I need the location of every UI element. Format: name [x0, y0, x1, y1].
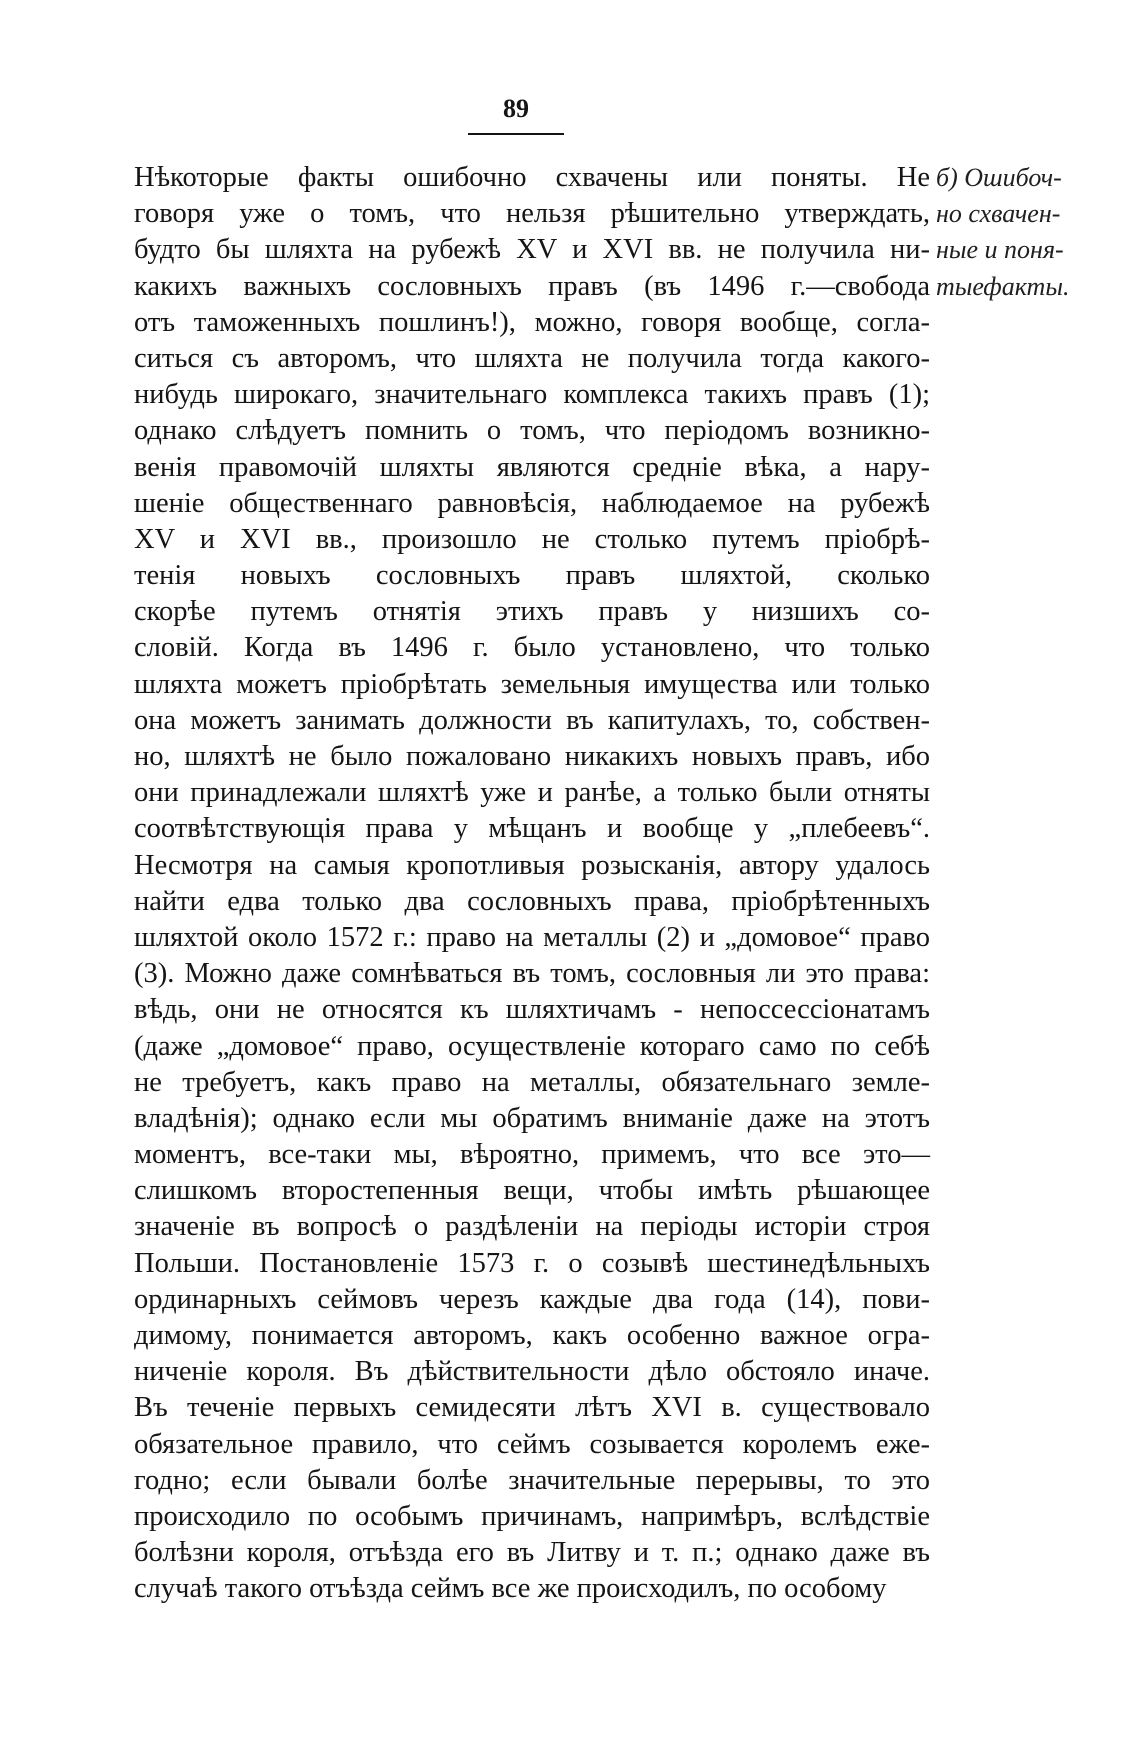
text-line: однако слѣдуетъ помнить о томъ, что періодомъ возникно- — [134, 415, 930, 447]
text-line: будто бы шляхта на рубежѣ XV и XVI вв. не получила ни- — [134, 234, 930, 266]
text-line: она можетъ занимать должности въ капитулахъ, то, собствен- — [134, 704, 930, 736]
margin-note-line: ные и поня- — [936, 235, 1064, 265]
text-line: XV и XVI вв., произошло не столько путемъ пріобрѣ- — [134, 523, 930, 555]
text-line: значеніе въ вопросѣ о раздѣленіи на періоды исторіи строя — [134, 1211, 930, 1243]
text-line: они принадлежали шляхтѣ уже и ранѣе, а только были отняты — [134, 777, 930, 809]
text-line: тенія новыхъ сословныхъ правъ шляхтой, сколько — [134, 560, 930, 592]
text-line: годно; если бывали болѣе значительные перерывы, то это — [134, 1464, 930, 1496]
text-line: вѣдь, они не относятся къ шляхтичамъ - непоссессіонатамъ — [134, 994, 930, 1026]
text-line: ординарныхъ сеймовъ черезъ каждые два года (14), пови- — [134, 1283, 930, 1315]
text-line: владѣнія); однако если мы обратимъ вниманіе даже на этотъ — [134, 1102, 930, 1134]
text-line: ситься съ авторомъ, что шляхта не получила тогда какого- — [134, 342, 930, 374]
margin-note-line: тыефакты. — [936, 271, 1070, 301]
text-line: Несмотря на самыя кропотливыя розысканія, автору удалось — [134, 849, 930, 881]
text-line: какихъ важныхъ сословныхъ правъ (въ 1496 г.—свобода — [134, 270, 930, 302]
text-line: скорѣе путемъ отнятія этихъ правъ у низшихъ со- — [134, 596, 930, 628]
text-line: димому, понимается авторомъ, какъ особенно важное огра- — [134, 1320, 930, 1351]
text-line: болѣзни короля, отъѣзда его въ Литву и т. п.; однако даже въ — [134, 1537, 930, 1569]
text-line: шеніе общественнаго равновѣсія, наблюдаемое на рубежѣ — [134, 487, 930, 519]
text-line: соотвѣтствующія права у мѣщанъ и вообще у „плебеевъ“. — [134, 813, 930, 845]
page-number-rule — [468, 133, 564, 135]
text-line: шляхтой около 1572 г.: право на металлы (2) и „домовое“ право — [134, 921, 930, 953]
text-line: говоря уже о томъ, что нельзя рѣшительно утверждать, — [134, 198, 930, 230]
margin-note-line: б) Ошибоч- — [936, 163, 1062, 192]
text-line: Въ теченіе первыхъ семидесяти лѣтъ XVI в. существовало — [134, 1392, 930, 1424]
text-line: (3). Можно даже сомнѣваться въ томъ, сословныя ли это права: — [134, 958, 930, 990]
text-line: ниченіе короля. Въ дѣйствительности дѣло обстояло иначе. — [134, 1356, 930, 1388]
text-line: отъ таможенныхъ пошлинъ!), можно, говоря вообще, согла- — [134, 306, 930, 338]
margin-note-line: но схвачен- — [936, 199, 1061, 229]
text-line: шляхта можетъ пріобрѣтать земельныя имущества или только — [134, 668, 930, 700]
text-line: не требуетъ, какъ право на металлы, обязательнаго земле- — [134, 1066, 930, 1098]
text-line: но, шляхтѣ не было пожаловано никакихъ новыхъ правъ, ибо — [134, 741, 930, 772]
text-line: Польши. Постановленіе 1573 г. о созывѣ шестинедѣльныхъ — [134, 1247, 930, 1279]
margin-note — [936, 160, 1106, 305]
body-text — [134, 160, 930, 1608]
text-line: нибудь широкаго, значительнаго комплекса такихъ правъ (1); — [134, 379, 930, 411]
text-line: найти едва только два сословныхъ права, пріобрѣтенныхъ — [134, 885, 930, 917]
text-line: слишкомъ второстепенныя вещи, чтобы имѣть рѣшающее — [134, 1175, 930, 1207]
text-line: (даже „домовое“ право, осуществленіе котораго само по себѣ — [134, 1030, 930, 1062]
text-line: происходило по особымъ причинамъ, напримѣръ, вслѣдствіе — [134, 1500, 930, 1532]
text-line: случаѣ такого отъѣзда сеймъ все же происходилъ, по особому — [134, 1573, 887, 1605]
text-line: венія правомочій шляхты являются средніе вѣка, а нару- — [134, 451, 930, 483]
text-line: моментъ, все-таки мы, вѣроятно, примемъ, что все это— — [134, 1139, 930, 1171]
page-number: 89 — [503, 94, 529, 123]
text-line: обязательное правило, что сеймъ созывается королемъ еже- — [134, 1428, 930, 1460]
text-line: словій. Когда въ 1496 г. было установлено, что только — [134, 632, 930, 664]
text-line: Нѣкоторые факты ошибочно схвачены или поняты. Не — [134, 162, 930, 193]
